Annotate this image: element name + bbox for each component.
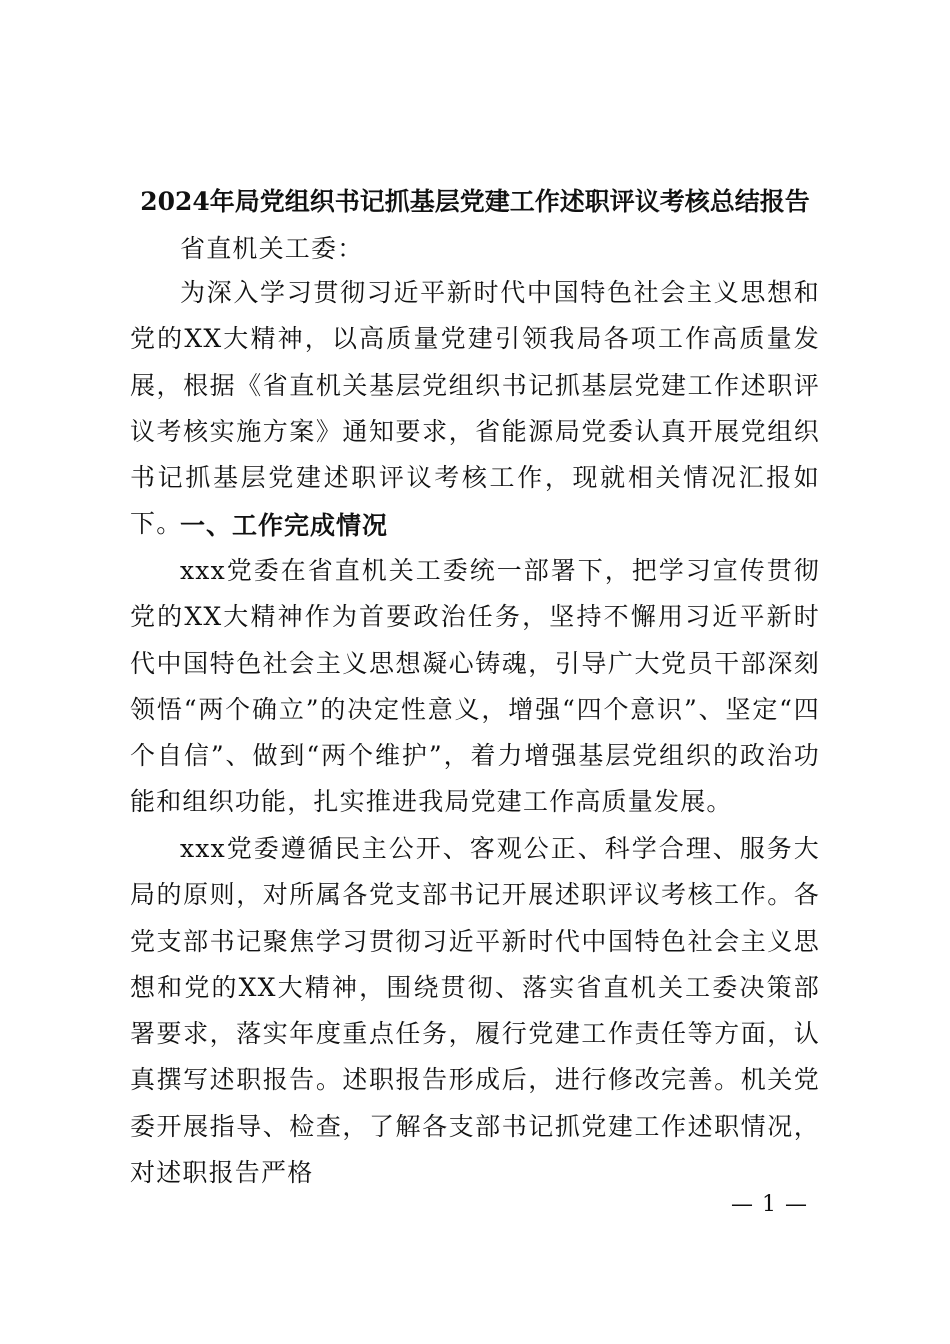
- section-heading: 一、工作完成情况: [180, 511, 389, 540]
- paragraph-evaluation: xxx党委遵循民主公开、客观公正、科学合理、服务大局的原则，对所属各党支部书记开展述职评议考核工作。各党支部书记聚焦学习贯彻习近平新时代中国特色社会主义思想和党的XX大精神，围绕贯彻、落实省直机关工委决策部署要求，落实年度重点任务，履行党建工作责任等方面，认真撰写述职报告。述职报告形成后，进行修改完善。机关党委开展指导、检查，了解各支部书记抓党建工作述职情况，对述职报告严格: [130, 834, 820, 1188]
- paragraph-work-summary: xxx党委在省直机关工委统一部署下，把学习宣传贯彻党的XX大精神作为首要政治任务，坚持不懈用习近平新时代中国特色社会主义思想凝心铸魂，引导广大党员干部深刻领悟“两个确立”的决定性意义，增强“四个意识”、坚定“四个自信”、做到“两个维护”，着力增强基层党组织的政治功能和组织功能，扎实推进我局党建工作高质量发展。: [130, 556, 820, 817]
- paragraph-intro: 为深入学习贯彻习近平新时代中国特色社会主义思想和党的XX大精神，以高质量党建引领我局各项工作高质量发展，根据《省直机关基层党组织书记抓基层党建工作述职评议考核实施方案》通知要求，省能源局党委认真开展党组织书记抓基层党建述职评议考核工作，现就相关情况汇报如下。: [130, 278, 820, 539]
- document-title: 2024年局党组织书记抓基层党建工作述职评议考核总结报告: [140, 187, 810, 216]
- page-number: — 1 —: [731, 1192, 808, 1217]
- salutation: 省直机关工委：: [180, 234, 364, 263]
